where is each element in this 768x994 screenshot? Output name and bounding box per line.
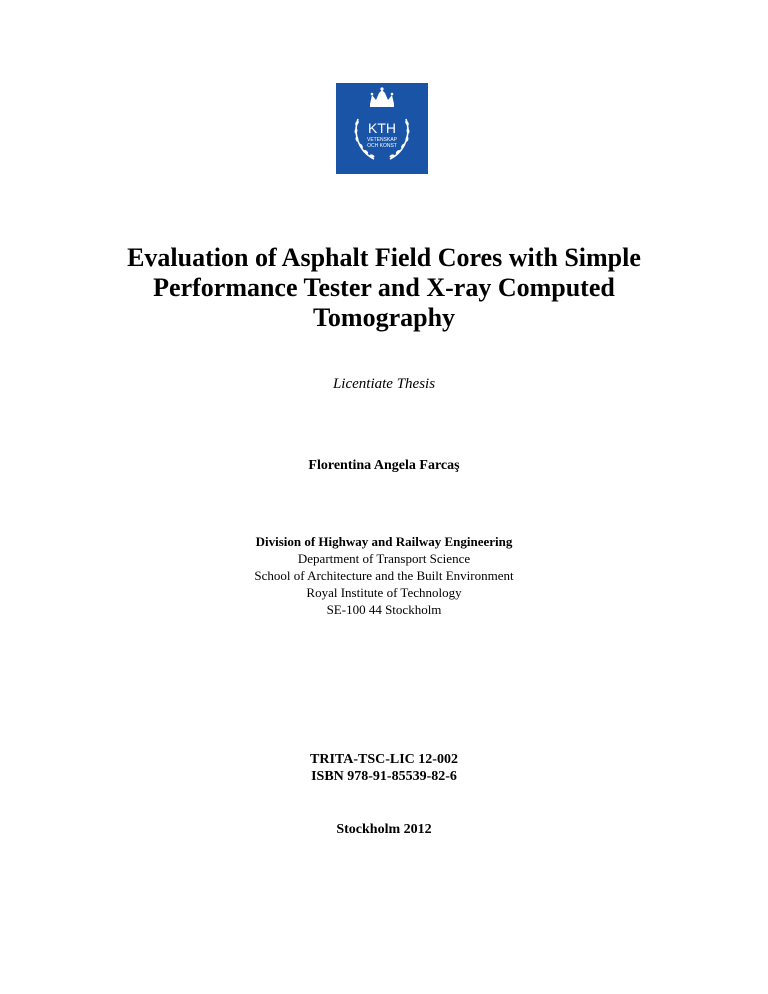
school-name: School of Architecture and the Built Environment <box>254 568 514 583</box>
kth-logo <box>336 83 428 174</box>
report-info <box>0 751 768 785</box>
department-name: Department of Transport Science <box>297 551 471 566</box>
address: SE-100 44 Stockholm <box>326 602 442 617</box>
affiliation-block <box>0 533 768 618</box>
thesis-title <box>60 243 708 333</box>
title-line-3: Tomography <box>312 303 456 332</box>
thesis-type: Licentiate Thesis <box>332 376 436 392</box>
title-line-2: Performance Tester and X-ray Computed <box>153 273 615 302</box>
division-name: Division of Highway and Railway Engineering <box>255 534 513 549</box>
logo-text-line2: OCH KONST <box>367 143 397 149</box>
report-number: TRITA-TSC-LIC 12-002 <box>310 752 458 767</box>
title-line-1: Evaluation of Asphalt Field Cores with Simple <box>127 243 641 272</box>
kth-logo-emblem <box>336 83 428 174</box>
place-year: Stockholm 2012 <box>336 822 432 837</box>
logo-text-kth: KTH <box>368 120 396 136</box>
institute-name: Royal Institute of Technology <box>306 585 462 600</box>
author-name: Florentina Angela Farcaş <box>308 458 460 473</box>
isbn: ISBN 978-91-85539-82-6 <box>311 769 457 784</box>
logo-text-line1: VETENSKAP <box>366 137 398 143</box>
